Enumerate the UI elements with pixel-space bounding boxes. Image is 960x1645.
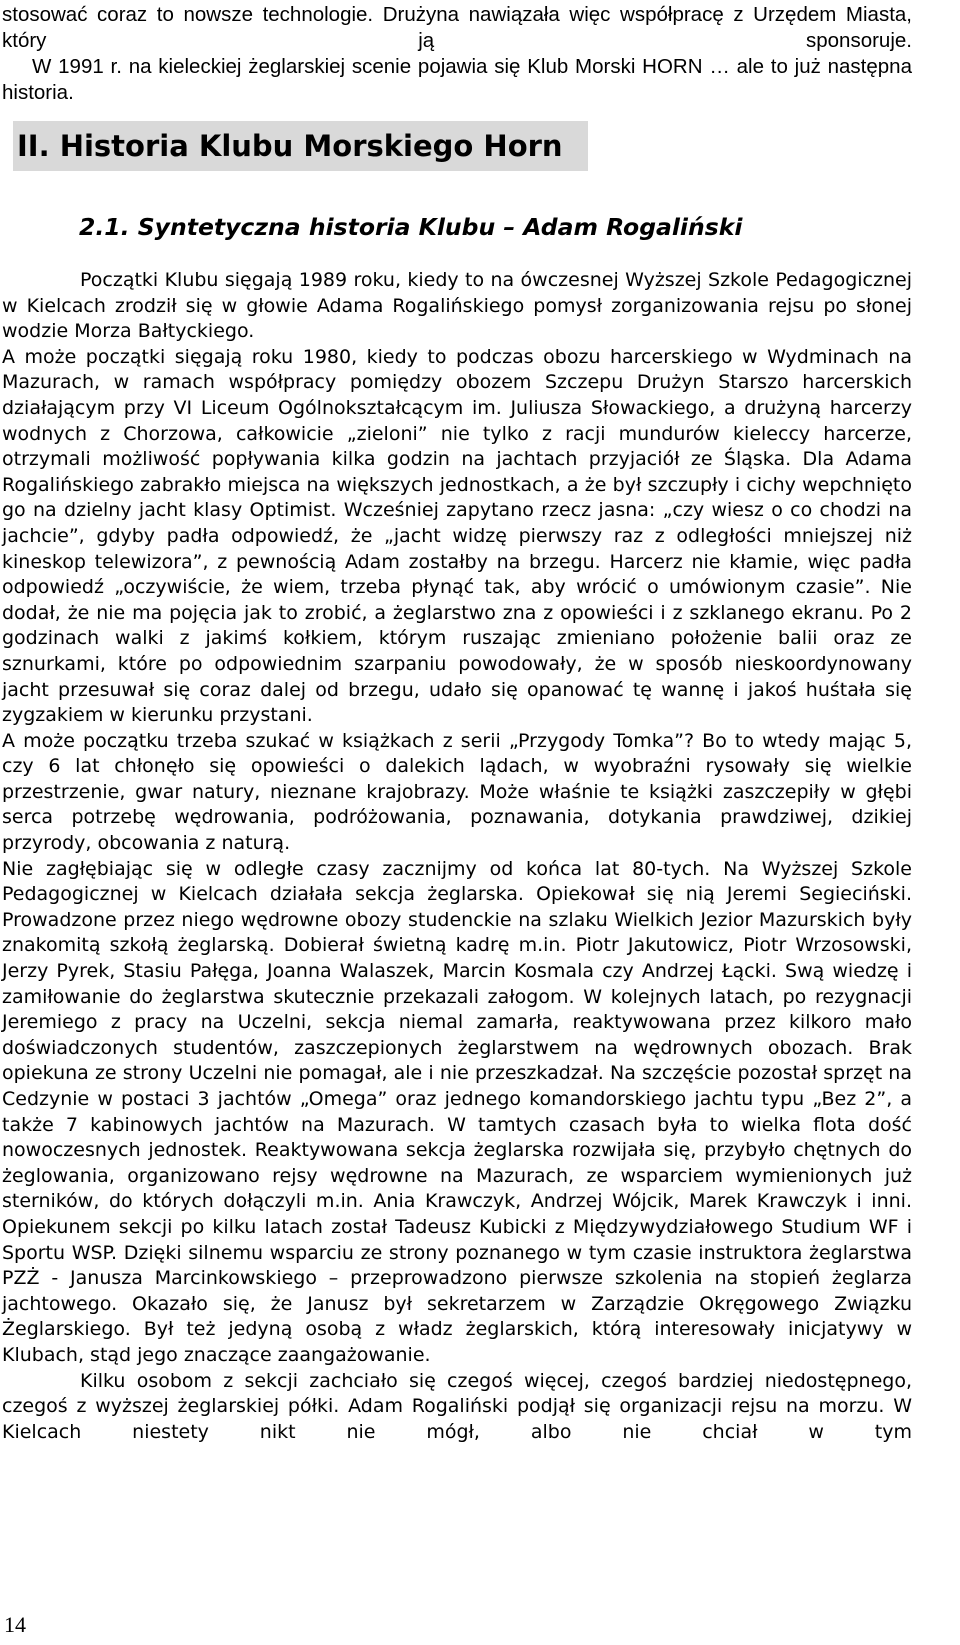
paragraph: Początki Klubu sięgają 1989 roku, kiedy to na ówczesnej Wyższej Szkole Pedagogicznej w Kielcach zrodził się w głowie Adama Rogalińskiego pomysł zorganizowania rejsu po słonej wodzie Morza Bałtyckiego. (2, 269, 912, 343)
intro-paragraph: W 1991 r. na kieleckiej żeglarskiej scenie pojawia się Klub Morski HORN … ale to już następna historia. (2, 55, 912, 104)
paragraph: Kilku osobom z sekcji zachciało się czegoś więcej, czegoś bardziej niedostępnego, czegoś z wyższej żeglarskiej półki. Adam Rogaliński podjął się organizacji rejsu na morzu. W Kielcach niestety nikt nie mógł, albo nie chciał w tym (2, 1369, 912, 1443)
page-number: 14 (4, 1612, 26, 1637)
section-heading: II. Historia Klubu Morskiego Horn (13, 121, 588, 171)
intro-paragraph: stosować coraz to nowsze technologie. Drużyna nawiązała więc współpracę z Urzędem Miasta, który ją sponsoruje. (2, 3, 912, 52)
subsection-heading: 2.1. Syntetyczna historia Klubu – Adam Rogaliński (79, 213, 743, 241)
paragraph: Nie zagłębiając się w odległe czasy zacznijmy od końca lat 80-tych. Na Wyższej Szkole Pedagogicznej w Kielcach działała sekcja żeglarska. Opiekował się nią Jeremi Segieciński. Prowadzone przez niego wędrowne obozy studenckie na szlaku Wielkich Jezior Mazurskich były znakomitą szkołą żeglarską. Dobierał świetną kadrę m.in. Piotr Jakutowicz, Piotr Wrzosowski, Jerzy Pyrek, Stasiu Pałęga, Joanna Walaszek, Marcin Kosmala czy Andrzej Łącki. Swą wiedzę i zamiłowanie do żeglarstwa skutecznie przekazali załogom. W kolejnych latach, po rezygnacji Jeremiego z pracy na Uczelni, sekcja niemal zamarła, reaktywowana przez kilkoro mało doświadczonych studentów, zaszczepionych żeglarstwem na wędrownych obozach. Brak opiekuna ze strony Uczelni nie pomagał, ale i nie przeszkadzał. Na szczęście pozostał sprzęt na Cedzynie w postaci 3 jachtów „Omega” oraz jednego komandorskiego jachtu typu „Bez 2”, a także 7 kabinowych jachtów na Mazurach. W tamtych czasach była to wielka flota dość nowoczesnych jednostek. Reaktywowana sekcja żeglarska rozwijała się, przybyło chętnych do żeglowania, organizowano rejsy wędrowne na Mazurach, ze wsparciem wymienionych już sterników, do których dołączyli m.in. Ania Krawczyk, Andrzej Wójcik, Marek Krawczyk i inni. Opiekunem sekcji po kilku latach został Tadeusz Kubicki z Międzywydziałowego Studium WF i Sportu WSP. Dzięki silnemu wsparciu ze strony poznanego w tym czasie instruktora żeglarstwa PZŻ - Janusza Marcinkowskiego – przeprowadzono pierwsze szkolenia na stopień żeglarza jachtowego. Okazało się, że Janusz był sekretarzem w Zarządzie Okręgowego Związku Żeglarskiego. Był też jedyną osobą z władz żeglarskich, którą interesowały inicjatywy w Klubach, stąd jego znaczące zaangażowanie. (2, 857, 912, 1366)
intro-text (2, 2, 912, 106)
body-text (2, 268, 912, 1445)
paragraph: A może początki sięgają roku 1980, kiedy to podczas obozu harcerskiego w Wydminach na Mazurach, w ramach współpracy pomiędzy obozem Szczepu Drużyn Starszo harcerskich działającym przy VI Liceum Ogólnokształcącym im. Juliusza Słowackiego, a drużyną harcerzy wodnych z Chorzowa, całkowicie „zieloni” nie tylko z racji mundurów kieleccy harcerze, otrzymali możliwość popływania kilka godzin na jachtach przyjaciół ze Śląska. Dla Adama Rogalińskiego zabrakło miejsca na większych jednostkach, a że był szczupły i cichy wepchnięto go na dzielny jacht klasy Optimist. Wcześniej zapytano rzecz jasna: „czy wiesz o co chodzi na jachcie”, gdyby padła odpowiedź, że „jacht widzę pierwszy raz z odległości mniejszej niż kineskop telewizora”, z pewnością Adam zostałby na brzegu. Harcerz nie kłamie, więc padła odpowiedź „oczywiście, że wiem, trzeba płynąć tak, aby wrócić o umówionym czasie”. Nie dodał, że nie ma pojęcia jak to zrobić, a żeglarstwo zna z opowieści i z szklanego ekranu. Po 2 godzinach walki z jakimś kołkiem, którym ruszając zmieniano położenie balii oraz ze sznurkami, które po odpowiednim szarpaniu powodowały, że w sposób nieskoordynowany jacht przesuwał się coraz dalej od brzegu, udało się opanować tę wannę i jakoś huśtała się zygzakiem w kierunku przystani. (2, 345, 912, 727)
paragraph: A może początku trzeba szukać w książkach z serii „Przygody Tomka”? Bo to wtedy mając 5, czy 6 lat chłonęło się opowieści o dalekich lądach, w wyobraźni rysowały się wielkie przestrzenie, gwar natury, nieznane krajobrazy. Może właśnie te książki zaszczepiły w głębi serca potrzebę wędrowania, podróżowania, poznawania, dotykania prawdziwej, dzikiej przyrody, obcowania z naturą. (2, 729, 912, 855)
